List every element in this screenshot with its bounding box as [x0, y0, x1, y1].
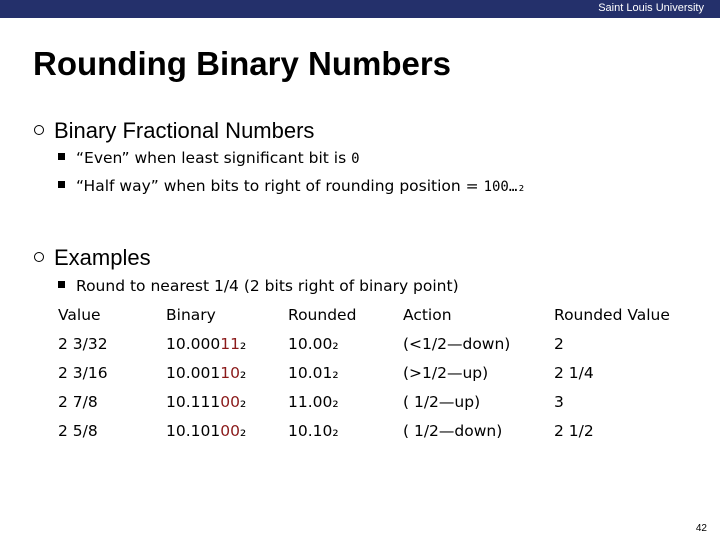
table-cell-rounded: 10.00₂: [288, 335, 339, 353]
table-cell-rounded-value: 2 1/4: [554, 364, 594, 382]
sub-bullet-halfway: [58, 177, 526, 195]
table-cell-rounded-value: 2: [554, 335, 564, 353]
page-number: 42: [695, 523, 707, 534]
table-cell-value: 2 3/32: [58, 335, 108, 353]
square-bullet-icon: [58, 153, 65, 160]
sub-bullet-even: [58, 149, 360, 167]
table-header-value: Value: [58, 306, 101, 324]
table-cell-binary: 10.00011₂: [166, 335, 247, 353]
table-cell-action: (>1/2—up): [403, 364, 489, 382]
sub-bullet-round: [58, 277, 459, 295]
table-cell-rounded: 10.10₂: [288, 422, 339, 440]
table-header-binary: Binary: [166, 306, 216, 324]
table-header-rounded-value: Rounded Value: [554, 306, 670, 324]
sub-bullet-text: “Half way” when bits to right of rounding position =: [76, 177, 484, 195]
sub-bullet-text: Round to nearest 1/4 (2 bits right of binary point): [76, 277, 459, 295]
table-cell-rounded: 10.01₂: [288, 364, 339, 382]
square-bullet-icon: [58, 281, 65, 288]
bullet-text: Binary Fractional Numbers: [54, 118, 315, 143]
table-header-action: Action: [403, 306, 452, 324]
slide-title: Rounding Binary Numbers: [33, 45, 452, 82]
sub-bullet-text: “Even” when least significant bit is: [76, 149, 352, 167]
table-cell-rounded: 11.00₂: [288, 393, 339, 411]
bullet-text: Examples: [54, 245, 151, 270]
table-cell-binary: 10.10100₂: [166, 422, 247, 440]
table-cell-binary: 10.00110₂: [166, 364, 247, 382]
header-bar: [0, 0, 720, 18]
square-bullet-icon: [58, 181, 65, 188]
table-cell-rounded-value: 2 1/2: [554, 422, 594, 440]
table-cell-rounded-value: 3: [554, 393, 564, 411]
sub-bullet-code: 0: [351, 151, 360, 167]
table-cell-value: 2 5/8: [58, 422, 98, 440]
table-header-rounded: Rounded: [288, 306, 357, 324]
table-cell-action: ( 1/2—up): [403, 393, 481, 411]
table-cell-action: ( 1/2—down): [403, 422, 503, 440]
table-cell-value: 2 7/8: [58, 393, 98, 411]
table-cell-action: (<1/2—down): [403, 335, 511, 353]
circle-bullet-icon: [34, 252, 44, 262]
table-cell-binary: 10.11100₂: [166, 393, 247, 411]
table-cell-value: 2 3/16: [58, 364, 108, 382]
circle-bullet-icon: [34, 125, 44, 135]
sub-bullet-code: 100…₂: [483, 179, 526, 195]
institution-name: Saint Louis University: [598, 2, 704, 14]
